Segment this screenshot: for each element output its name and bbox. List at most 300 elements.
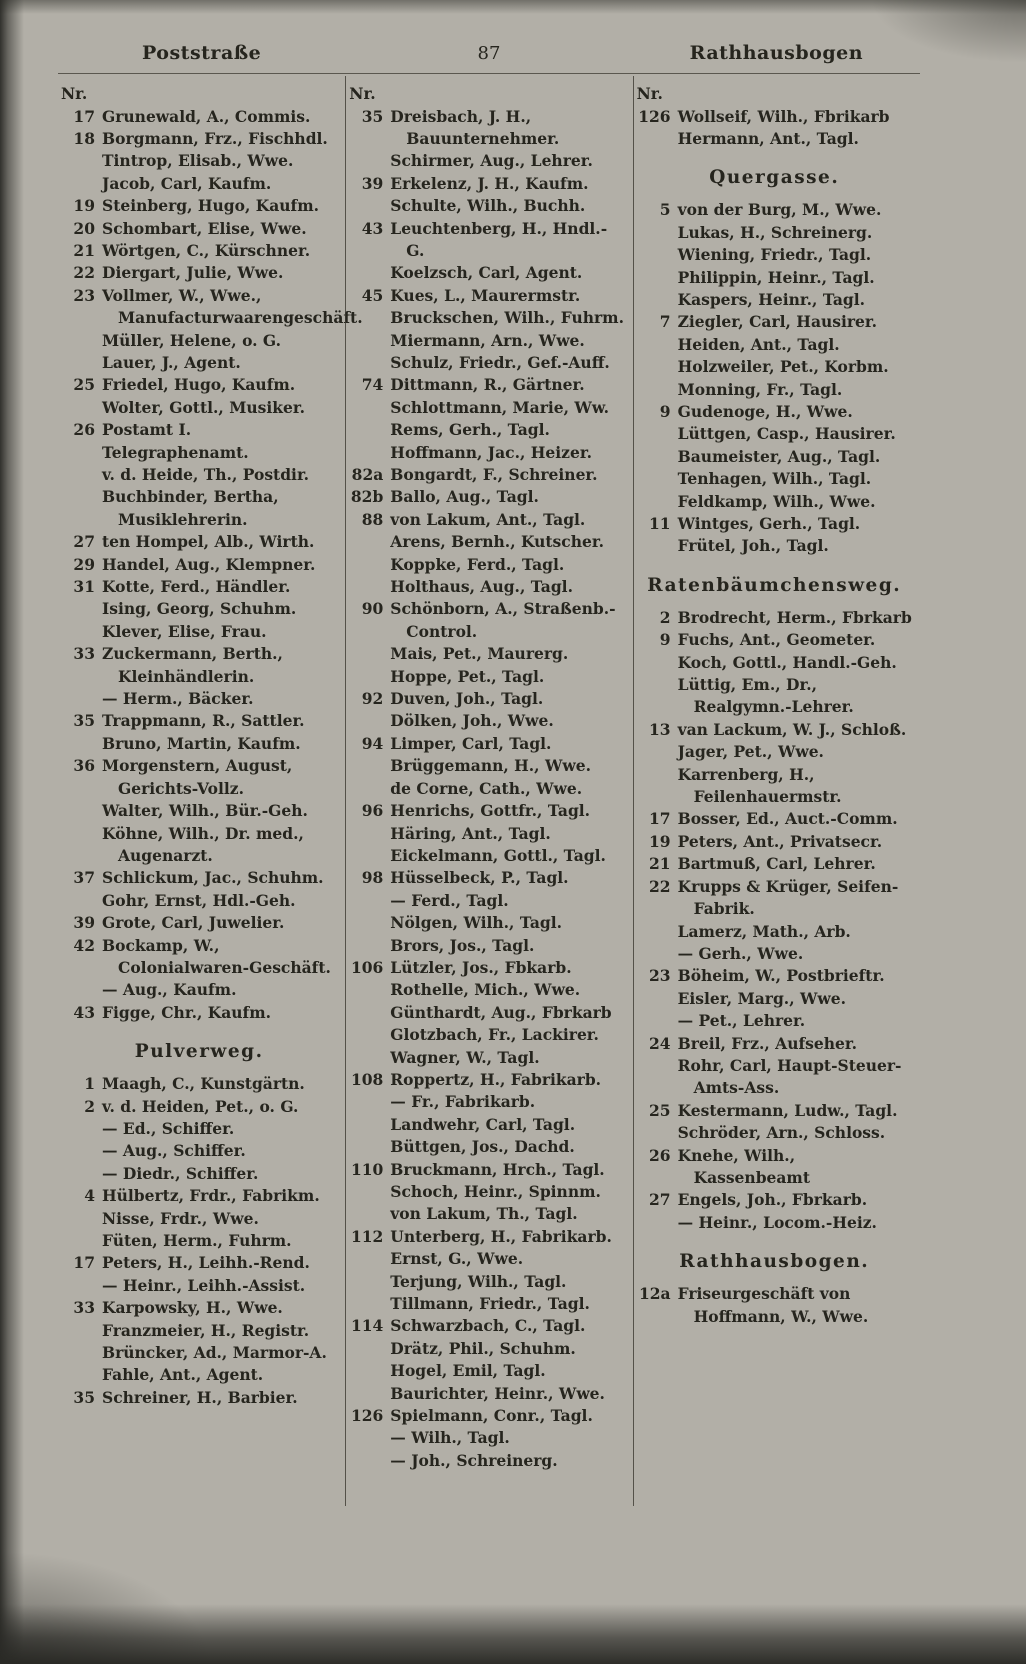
house-number — [61, 1208, 102, 1230]
directory-entry — [637, 1122, 912, 1144]
directory-entry — [61, 397, 337, 419]
directory-entry — [349, 935, 624, 957]
directory-entry — [61, 218, 337, 240]
entry-text: Handel, Aug., Klempner. — [102, 554, 316, 574]
directory-entry — [637, 629, 912, 651]
entry-text: Ziegler, Carl, Hausirer. — [677, 312, 878, 332]
house-number — [61, 1342, 102, 1364]
directory-entry — [349, 1383, 624, 1405]
entry-text: Dölken, Joh., Wwe. — [390, 711, 554, 731]
house-number: 43 — [361, 218, 384, 238]
entry-text: Brüggemann, H., Wwe. — [390, 756, 591, 776]
entry-text: Mais, Pet., Maurerg. — [390, 644, 569, 664]
house-number — [637, 1212, 678, 1234]
house-number: 21 — [73, 240, 95, 260]
house-number: 82a — [351, 465, 384, 484]
house-number: 126 — [638, 106, 671, 126]
entry-text: — Wilh., Tagl. — [390, 1428, 510, 1448]
directory-entry — [61, 1320, 337, 1342]
entry-text: Günthardt, Aug., Fbrkarb — [390, 1002, 612, 1022]
directory-entry — [349, 1091, 624, 1113]
entry-text: — Herm., Bäcker. — [102, 689, 254, 709]
entry-text: Steinberg, Hugo, Kaufm. — [102, 196, 319, 216]
directory-entry — [637, 379, 912, 401]
house-number: 23 — [73, 285, 95, 305]
directory-entry — [349, 150, 624, 172]
house-number — [61, 1364, 102, 1386]
entry-text: Lüttgen, Casp., Hausirer. — [677, 424, 896, 444]
entry-text: Bruno, Martin, Kaufm. — [102, 733, 301, 753]
directory-entry — [637, 921, 912, 943]
directory-entry — [61, 823, 337, 868]
house-number — [637, 741, 678, 763]
directory-entry — [637, 535, 912, 557]
directory-entry — [349, 1248, 624, 1270]
entry-text: Brors, Jos., Tagl. — [390, 935, 535, 955]
entry-text: Fahle, Ant., Agent. — [102, 1365, 264, 1385]
entry-text: Holzweiler, Pet., Korbm. — [677, 357, 889, 377]
house-number — [637, 446, 678, 468]
directory-entry — [637, 808, 912, 830]
directory-entry — [349, 262, 624, 284]
entry-text: — Gerh., Wwe. — [677, 943, 804, 963]
directory-entry — [349, 688, 624, 710]
house-number: 25 — [649, 1100, 671, 1120]
entry-text: — Aug., Schiffer. — [102, 1141, 246, 1161]
entry-text: Wollseif, Wilh., Fbrikarb — [677, 106, 890, 126]
entry-text: Koelzsch, Carl, Agent. — [390, 263, 583, 283]
house-number — [637, 244, 678, 266]
directory-entry — [61, 285, 363, 330]
house-number — [349, 397, 390, 419]
entry-text: Kaspers, Heinr., Tagl. — [677, 289, 866, 309]
house-number: 17 — [73, 106, 95, 126]
house-number — [349, 755, 390, 777]
directory-entry — [637, 1283, 912, 1328]
entry-text: Zuckermann, Berth., Kleinhändlerin. — [102, 644, 283, 686]
house-number: 88 — [361, 509, 384, 529]
entry-text: Schlottmann, Marie, Ww. — [390, 397, 610, 417]
directory-entry — [637, 607, 912, 629]
house-number: 126 — [350, 1406, 384, 1426]
entry-text: Tillmann, Friedr., Tagl. — [390, 1294, 590, 1314]
street-heading: Pulverweg. — [134, 1041, 264, 1063]
directory-entry — [349, 710, 624, 732]
house-number: 9 — [659, 630, 671, 650]
house-number: 33 — [73, 644, 95, 664]
house-number: 9 — [659, 401, 671, 421]
entry-text: Rohr, Carl, Haupt-Steuer-Amts-Ass. — [677, 1055, 902, 1098]
directory-entry — [637, 513, 912, 535]
house-number: 39 — [361, 173, 384, 193]
house-number — [61, 800, 102, 822]
entry-text: Breil, Frz., Aufseher. — [677, 1033, 858, 1053]
directory-entry — [637, 741, 912, 763]
entry-text: de Corne, Cath., Wwe. — [390, 778, 583, 798]
entry-text: Köhne, Wilh., Dr. med., Augenarzt. — [102, 823, 304, 865]
entry-text: Grote, Carl, Juwelier. — [102, 913, 285, 933]
entry-text: Drätz, Phil., Schuhm. — [390, 1338, 576, 1358]
directory-entry — [349, 1181, 624, 1203]
directory-entry — [349, 1002, 624, 1024]
entry-text: Dreisbach, J. H., Bauunternehmer. — [390, 106, 560, 148]
directory-entry — [349, 307, 624, 329]
entry-text: Schombart, Elise, Wwe. — [102, 218, 307, 238]
entry-text: Gohr, Ernst, Hdl.-Geh. — [102, 890, 296, 910]
directory-columns — [58, 76, 920, 1506]
directory-entry — [61, 1252, 337, 1274]
entry-text: Ernst, G., Wwe. — [390, 1249, 524, 1269]
page-title-right: Rathhausbogen — [689, 42, 864, 64]
house-number — [349, 1203, 390, 1225]
directory-entry — [61, 1342, 337, 1364]
house-number — [61, 150, 102, 172]
directory-entry — [61, 598, 337, 620]
house-number — [637, 128, 678, 150]
directory-entry — [61, 1387, 337, 1409]
house-number — [61, 1118, 102, 1140]
house-number — [61, 173, 102, 195]
directory-entry — [61, 800, 337, 822]
house-number: 90 — [361, 599, 384, 619]
house-number — [349, 1114, 390, 1136]
directory-entry — [61, 531, 337, 553]
house-number: 19 — [649, 831, 671, 851]
directory-entry — [349, 1024, 624, 1046]
entry-text: Buchbinder, Bertha, Musiklehrerin. — [102, 487, 279, 529]
entry-text: Spielmann, Conr., Tagl. — [390, 1406, 593, 1426]
directory-entry — [637, 1033, 912, 1055]
entry-text: Bartmuß, Carl, Lehrer. — [677, 854, 876, 874]
house-number: 43 — [73, 1002, 95, 1022]
entry-text: Schreiner, H., Barbier. — [102, 1387, 298, 1407]
directory-entry — [349, 755, 624, 777]
entry-text: v. d. Heide, Th., Postdir. — [102, 465, 310, 484]
house-number — [349, 1427, 390, 1449]
directory-entry — [61, 1297, 337, 1319]
entry-text: Frütel, Joh., Tagl. — [677, 536, 829, 556]
directory-entry — [349, 1069, 624, 1091]
house-number — [349, 330, 390, 352]
house-number — [349, 576, 390, 598]
entry-text: ten Hompel, Alb., Wirth. — [102, 532, 315, 552]
house-number — [637, 267, 678, 289]
directory-entry — [349, 1293, 624, 1315]
directory-entry — [637, 267, 912, 289]
directory-entry — [61, 979, 337, 1001]
entry-text: Karpowsky, H., Wwe. — [102, 1298, 283, 1318]
house-number — [349, 1338, 390, 1360]
directory-entry — [637, 356, 912, 378]
house-number: 96 — [361, 801, 384, 821]
house-number — [349, 352, 390, 374]
entry-text: Trappmann, R., Sattler. — [102, 711, 305, 731]
entry-text: Wolter, Gottl., Musiker. — [102, 397, 305, 417]
nr-column-label: Nr. — [61, 84, 88, 103]
entry-text: Nölgen, Wilh., Tagl. — [390, 913, 563, 933]
house-number: 74 — [361, 375, 384, 395]
house-number — [61, 621, 102, 643]
directory-entry — [61, 1002, 337, 1024]
directory-entry — [349, 486, 624, 508]
street-heading: Rathhausbogen. — [679, 1251, 870, 1273]
house-number: 110 — [350, 1159, 384, 1179]
entry-text: Schwarzbach, C., Tagl. — [390, 1316, 586, 1336]
directory-entry — [349, 845, 624, 867]
house-number — [637, 674, 678, 719]
directory-entry — [349, 531, 624, 553]
directory-entry — [61, 935, 337, 980]
house-number — [349, 935, 390, 957]
directory-entry — [637, 401, 912, 423]
directory-entry — [349, 1271, 624, 1293]
directory-entry — [637, 106, 912, 128]
entry-text: Walter, Wilh., Bür.-Geh. — [102, 801, 308, 821]
entry-text: Hüsselbeck, P., Tagl. — [390, 868, 569, 888]
directory-entry — [61, 486, 337, 531]
entry-text: Baurichter, Heinr., Wwe. — [390, 1383, 605, 1403]
entry-text: Lamerz, Math., Arb. — [677, 921, 851, 941]
directory-entry — [637, 446, 912, 468]
house-number: 5 — [659, 200, 671, 220]
house-number — [637, 764, 678, 809]
directory-entry — [349, 509, 624, 531]
entry-text: Vollmer, W., Wwe., Manufacturwaarengeschäft. — [102, 285, 363, 328]
entry-text: Lützler, Jos., Fbkarb. — [390, 957, 572, 977]
house-number: 92 — [361, 689, 384, 709]
house-number: 27 — [649, 1190, 671, 1210]
house-number — [349, 1024, 390, 1046]
house-number: 112 — [350, 1226, 384, 1246]
house-number — [349, 1293, 390, 1315]
directory-entry — [349, 890, 624, 912]
directory-entry — [61, 1163, 337, 1185]
house-number: 17 — [73, 1253, 95, 1273]
house-number: 35 — [73, 1387, 95, 1407]
house-number: 106 — [350, 957, 384, 977]
entry-text: Feldkamp, Wilh., Wwe. — [677, 491, 876, 511]
directory-entry — [61, 419, 337, 441]
house-number — [637, 289, 678, 311]
directory-entry — [637, 965, 912, 987]
directory-entry — [349, 1405, 624, 1427]
directory-entry — [637, 831, 912, 853]
directory-entry — [637, 1100, 912, 1122]
entry-text: — Diedr., Schiffer. — [102, 1163, 259, 1183]
entry-text: Philippin, Heinr., Tagl. — [677, 267, 875, 287]
house-number — [349, 1383, 390, 1405]
entry-text: Bosser, Ed., Auct.-Comm. — [677, 809, 898, 829]
entry-text: Eickelmann, Gottl., Tagl. — [390, 845, 606, 865]
entry-text: Franzmeier, H., Registr. — [102, 1320, 310, 1340]
directory-entry — [637, 876, 912, 921]
entry-text: Hermann, Ant., Tagl. — [677, 128, 859, 148]
directory-entry — [349, 330, 624, 352]
directory-entry — [637, 652, 912, 674]
house-number: 33 — [73, 1298, 95, 1318]
directory-entry — [349, 464, 624, 486]
entry-text: Figge, Chr., Kaufm. — [102, 1002, 272, 1022]
directory-entry — [637, 988, 912, 1010]
entry-text: Tenhagen, Wilh., Tagl. — [677, 469, 872, 489]
entry-text: — Pet., Lehrer. — [677, 1011, 806, 1031]
directory-entry — [349, 1360, 624, 1382]
entry-text: Kotte, Ferd., Händler. — [102, 577, 291, 597]
directory-entry — [349, 397, 624, 419]
entry-text: Telegraphenamt. — [102, 442, 249, 462]
entry-text: Morgenstern, August, Gerichts-Vollz. — [102, 756, 293, 798]
house-number — [61, 464, 102, 486]
house-number — [349, 262, 390, 284]
house-number — [61, 979, 102, 1001]
directory-entry — [349, 352, 624, 374]
house-number: 114 — [350, 1316, 384, 1336]
nr-column-label: Nr. — [636, 84, 663, 103]
entry-text: Schulte, Wilh., Buchh. — [390, 196, 586, 216]
house-number — [637, 423, 678, 445]
directory-entry — [61, 240, 337, 262]
page-number: 87 — [477, 43, 501, 64]
entry-text: Bruckmann, Hrch., Tagl. — [390, 1159, 605, 1179]
house-number: 2 — [659, 607, 671, 627]
directory-entry — [349, 173, 624, 195]
entry-text: Dittmann, R., Gärtner. — [390, 375, 585, 395]
street-heading: Quergasse. — [709, 167, 840, 189]
entry-text: Maagh, C., Kunstgärtn. — [102, 1074, 305, 1094]
directory-entry — [61, 643, 337, 688]
entry-text: Lauer, J., Agent. — [102, 352, 241, 372]
house-number: 94 — [361, 733, 384, 753]
house-number — [349, 1136, 390, 1158]
directory-entry — [349, 598, 624, 643]
entry-text: Schönborn, A., Straßenb.-Control. — [390, 599, 616, 641]
house-number: 19 — [73, 196, 95, 216]
directory-entry — [637, 1055, 912, 1100]
house-number — [349, 1450, 390, 1472]
house-number — [349, 1271, 390, 1293]
house-number — [349, 666, 390, 688]
house-number: 23 — [649, 966, 671, 986]
house-number: 1 — [84, 1074, 95, 1094]
directory-entry — [349, 1159, 624, 1181]
directory-entry — [61, 106, 337, 128]
entry-text: Landwehr, Carl, Tagl. — [390, 1114, 576, 1134]
directory-entry — [61, 621, 337, 643]
house-number — [637, 1010, 678, 1032]
house-number: 108 — [350, 1069, 384, 1089]
house-number — [349, 554, 390, 576]
directory-entry — [61, 912, 337, 934]
house-number — [61, 688, 102, 710]
house-number — [349, 778, 390, 800]
entry-text: Postamt I. — [102, 420, 192, 440]
directory-entry — [61, 128, 337, 150]
house-number: 21 — [649, 854, 671, 874]
house-number: 42 — [73, 935, 95, 955]
directory-entry — [61, 464, 337, 486]
house-number — [61, 1163, 102, 1185]
entry-text: — Ed., Schiffer. — [102, 1118, 235, 1138]
entry-text: Miermann, Arn., Wwe. — [390, 330, 585, 350]
house-number: 7 — [659, 312, 671, 332]
directory-entry — [61, 1208, 337, 1230]
directory-entry — [349, 1136, 624, 1158]
house-number: 35 — [361, 106, 384, 126]
directory-entry — [61, 195, 337, 217]
street-heading: Ratenbäumchensweg. — [647, 574, 902, 596]
entry-text: Peters, Ant., Privatsecr. — [677, 831, 883, 851]
directory-entry — [349, 1226, 624, 1248]
entry-text: Klever, Elise, Frau. — [102, 621, 267, 641]
running-head — [58, 42, 920, 74]
house-number — [61, 733, 102, 755]
entry-text: Monning, Fr., Tagl. — [677, 379, 843, 399]
directory-entry — [349, 733, 624, 755]
directory-entry — [349, 912, 624, 934]
directory-entry — [349, 442, 624, 464]
directory-entry — [61, 890, 337, 912]
directory-entry — [637, 491, 912, 513]
directory-entry — [61, 1185, 337, 1207]
entry-text: Wintges, Gerh., Tagl. — [677, 514, 861, 533]
entry-text: Holthaus, Aug., Tagl. — [390, 577, 573, 597]
directory-entry — [349, 1338, 624, 1360]
entry-text: Hülbertz, Frdr., Fabrikm. — [102, 1186, 320, 1206]
directory-entry — [637, 199, 912, 221]
entry-text: Grunewald, A., Commis. — [102, 106, 311, 126]
house-number: 98 — [361, 868, 384, 888]
directory-entry — [61, 1073, 337, 1095]
directory-entry — [349, 979, 624, 1001]
house-number — [349, 1047, 390, 1069]
directory-entry — [637, 128, 912, 150]
house-number — [61, 1140, 102, 1162]
house-number — [61, 823, 102, 868]
directory-entry — [637, 1189, 912, 1211]
house-number: 82b — [350, 487, 384, 507]
entry-text: Baumeister, Aug., Tagl. — [677, 446, 881, 466]
directory-entry — [349, 823, 624, 845]
house-number — [349, 710, 390, 732]
directory-entry — [349, 106, 624, 151]
entry-text: Häring, Ant., Tagl. — [390, 823, 551, 843]
house-number: 35 — [73, 711, 95, 731]
entry-text: Hoppe, Pet., Tagl. — [390, 666, 545, 686]
directory-entry — [349, 957, 624, 979]
directory-entry — [637, 244, 912, 266]
house-number — [349, 643, 390, 665]
entry-text: Jacob, Carl, Kaufm. — [102, 173, 272, 193]
house-number — [349, 307, 390, 329]
entry-text: Tintrop, Elisab., Wwe. — [102, 151, 294, 171]
directory-entry — [637, 764, 912, 809]
directory-entry — [637, 719, 912, 741]
directory-entry — [61, 1140, 337, 1162]
entry-text: Wörtgen, C., Kürschner. — [102, 240, 311, 260]
house-number: 36 — [73, 756, 95, 776]
entry-text: Lüttig, Em., Dr., Realgymn.-Lehrer. — [677, 675, 854, 717]
house-number — [349, 1360, 390, 1382]
directory-entry — [349, 554, 624, 576]
house-number — [349, 979, 390, 1001]
house-number: 12a — [638, 1284, 671, 1304]
directory-entry — [61, 576, 337, 598]
directory-entry — [61, 867, 337, 889]
directory-entry — [637, 222, 912, 244]
directory-entry — [637, 853, 912, 875]
entry-text: Gudenoge, H., Wwe. — [677, 401, 853, 421]
house-number — [637, 468, 678, 490]
